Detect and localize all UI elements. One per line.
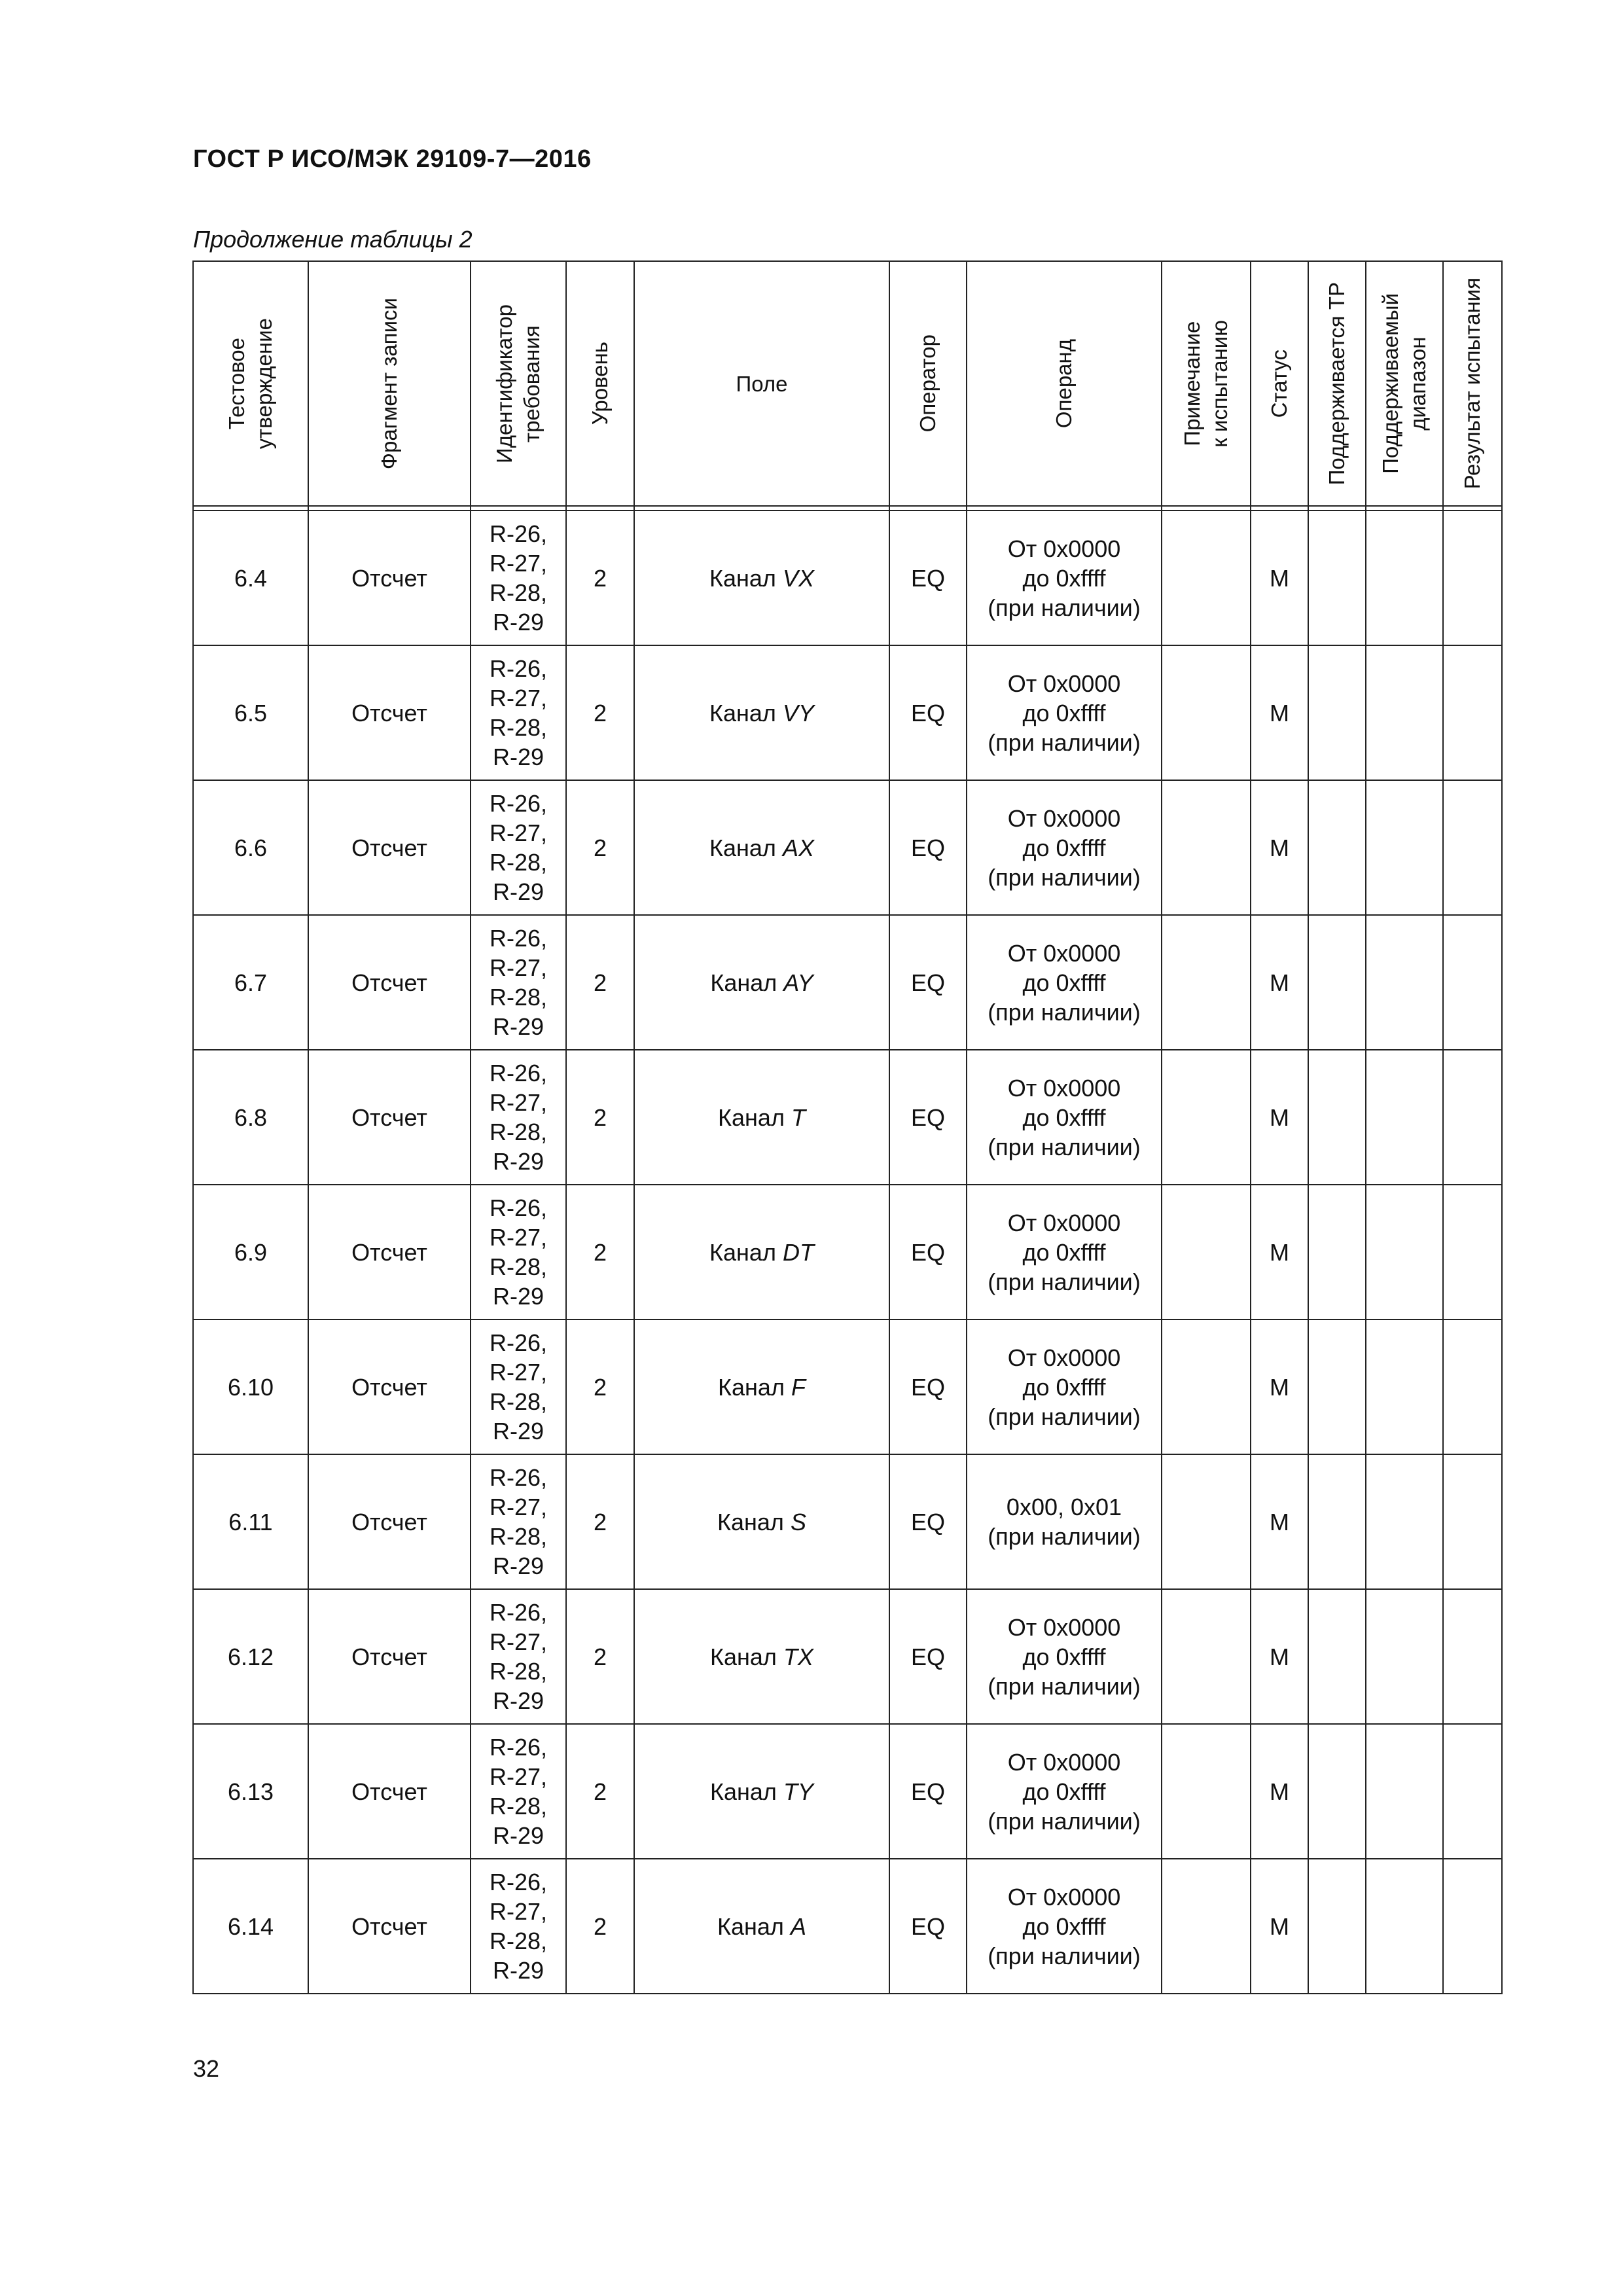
cell-requirement-id <box>471 1724 566 1859</box>
cell-operator <box>889 1454 967 1589</box>
cell-supported <box>1308 511 1366 645</box>
standard-title: ГОСТ Р ИСО/МЭК 29109-7—2016 <box>193 145 592 173</box>
cell-operand-text: 0x00, 0x01 (при наличии) <box>988 1494 1141 1550</box>
cell-operand-text: От 0x0000 до 0xffff (при наличии) <box>988 535 1141 621</box>
cell-test-assertion <box>193 511 308 645</box>
cell-test-assertion <box>193 780 308 915</box>
cell-operand-text: От 0x0000 до 0xffff (при наличии) <box>988 1074 1141 1160</box>
cell-test-result <box>1443 645 1502 780</box>
cell-level <box>566 1185 634 1319</box>
cell-status <box>1251 645 1308 780</box>
cell-operator-text: EQ <box>910 1508 945 1535</box>
cell-supported-range <box>1366 780 1443 915</box>
cell-record-fragment-text: Отсчет <box>351 1373 427 1401</box>
cell-operator <box>889 1724 967 1859</box>
cell-record-fragment-text: Отсчет <box>351 1238 427 1266</box>
cell-status <box>1251 915 1308 1050</box>
header-operand: Операнд <box>967 261 1162 506</box>
cell-field <box>634 1589 889 1724</box>
cell-level <box>566 1589 634 1724</box>
field-name: VY <box>782 699 814 726</box>
cell-operand-text: От 0x0000 до 0xffff (при наличии) <box>988 1209 1141 1295</box>
cell-supported-range <box>1366 915 1443 1050</box>
header-separator <box>193 506 1502 511</box>
cell-level <box>566 780 634 915</box>
cell-field <box>634 1454 889 1589</box>
cell-record-fragment <box>308 1724 471 1859</box>
cell-operator-text: EQ <box>910 1643 945 1670</box>
cell-test-assertion-text: 6.10 <box>227 1373 274 1401</box>
cell-level-text: 2 <box>593 1373 607 1401</box>
field-name: VX <box>782 564 814 592</box>
cell-supported <box>1308 1589 1366 1724</box>
cell-test-assertion-text: 6.14 <box>227 1912 274 1940</box>
cell-level <box>566 1050 634 1185</box>
cell-requirement-id-text: R-26, R-27, R-28, R-29 <box>489 1194 548 1310</box>
field-prefix: Канал <box>709 1238 783 1266</box>
cell-status-text: M <box>1270 1912 1289 1940</box>
table-row <box>193 915 1502 1050</box>
cell-test-assertion-text: 6.13 <box>227 1778 274 1805</box>
cell-level <box>566 511 634 645</box>
cell-test-note <box>1162 1050 1251 1185</box>
cell-operator <box>889 1319 967 1454</box>
header-supported-range: Поддерживаемый диапазон <box>1366 261 1443 506</box>
cell-test-result <box>1443 1050 1502 1185</box>
cell-requirement-id-text: R-26, R-27, R-28, R-29 <box>489 790 548 905</box>
cell-operator <box>889 511 967 645</box>
cell-operand <box>967 1319 1162 1454</box>
header-test-result: Результат испытания <box>1443 261 1502 506</box>
header-status: Статус <box>1251 261 1308 506</box>
cell-requirement-id <box>471 780 566 915</box>
cell-status-text: M <box>1270 1643 1289 1670</box>
cell-record-fragment-text: Отсчет <box>351 699 427 726</box>
field-prefix: Канал <box>710 1643 783 1670</box>
table-row <box>193 1724 1502 1859</box>
header-test-note: Примечание к испытанию <box>1162 261 1251 506</box>
cell-supported <box>1308 1050 1366 1185</box>
cell-operand-text: От 0x0000 до 0xffff (при наличии) <box>988 1883 1141 1969</box>
header-test-assertion: Тестовое утверждение <box>193 261 308 506</box>
cell-requirement-id-text: R-26, R-27, R-28, R-29 <box>489 925 548 1040</box>
cell-status-text: M <box>1270 834 1289 861</box>
cell-supported-range <box>1366 1859 1443 1994</box>
cell-supported <box>1308 1859 1366 1994</box>
cell-record-fragment <box>308 1185 471 1319</box>
cell-level <box>566 645 634 780</box>
header-level: Уровень <box>566 261 634 506</box>
field-prefix: Канал <box>717 1508 791 1535</box>
table-row <box>193 1050 1502 1185</box>
field-prefix: Канал <box>709 564 783 592</box>
cell-test-note <box>1162 915 1251 1050</box>
cell-test-assertion <box>193 1454 308 1589</box>
cell-operand-text: От 0x0000 до 0xffff (при наличии) <box>988 939 1141 1026</box>
cell-operator-text: EQ <box>910 564 945 592</box>
cell-level <box>566 1319 634 1454</box>
cell-test-result <box>1443 1185 1502 1319</box>
header-record-fragment: Фрагмент записи <box>308 261 471 506</box>
cell-requirement-id-text: R-26, R-27, R-28, R-29 <box>489 1869 548 1984</box>
cell-supported <box>1308 780 1366 915</box>
table-row <box>193 1454 1502 1589</box>
cell-level <box>566 915 634 1050</box>
cell-test-assertion-text: 6.5 <box>234 699 268 726</box>
table-header-row <box>193 261 1502 506</box>
cell-test-assertion <box>193 1859 308 1994</box>
cell-status-text: M <box>1270 1778 1289 1805</box>
cell-requirement-id-text: R-26, R-27, R-28, R-29 <box>489 1464 548 1579</box>
cell-test-result <box>1443 1859 1502 1994</box>
cell-test-note <box>1162 645 1251 780</box>
field-prefix: Канал <box>709 834 783 861</box>
field-name: S <box>790 1508 806 1535</box>
header-requirement-id: Идентификатор требования <box>471 261 566 506</box>
cell-test-assertion-text: 6.11 <box>228 1508 273 1535</box>
cell-requirement-id <box>471 511 566 645</box>
cell-operator-text: EQ <box>910 699 945 726</box>
cell-operand-text: От 0x0000 до 0xffff (при наличии) <box>988 1613 1141 1700</box>
cell-operator-text: EQ <box>910 969 945 996</box>
cell-operator-text: EQ <box>910 1912 945 1940</box>
table-caption: Продолжение таблицы 2 <box>193 226 473 253</box>
cell-operator-text: EQ <box>910 1373 945 1401</box>
cell-test-note <box>1162 1859 1251 1994</box>
cell-test-result <box>1443 1319 1502 1454</box>
cell-record-fragment <box>308 915 471 1050</box>
cell-level-text: 2 <box>593 699 607 726</box>
cell-test-assertion-text: 6.8 <box>234 1103 268 1131</box>
cell-test-assertion <box>193 645 308 780</box>
cell-test-result <box>1443 915 1502 1050</box>
cell-operator <box>889 915 967 1050</box>
cell-operand-text: От 0x0000 до 0xffff (при наличии) <box>988 670 1141 756</box>
cell-field <box>634 780 889 915</box>
cell-requirement-id-text: R-26, R-27, R-28, R-29 <box>489 655 548 770</box>
cell-record-fragment <box>308 645 471 780</box>
cell-requirement-id <box>471 645 566 780</box>
cell-operator <box>889 1185 967 1319</box>
cell-requirement-id <box>471 915 566 1050</box>
cell-supported <box>1308 915 1366 1050</box>
cell-field <box>634 511 889 645</box>
cell-level-text: 2 <box>593 1912 607 1940</box>
cell-test-assertion-text: 6.4 <box>234 564 268 592</box>
cell-level <box>566 1724 634 1859</box>
cell-supported <box>1308 1185 1366 1319</box>
cell-operator-text: EQ <box>910 1778 945 1805</box>
cell-record-fragment <box>308 1589 471 1724</box>
cell-test-assertion-text: 6.6 <box>234 834 268 861</box>
cell-test-assertion-text: 6.9 <box>234 1238 268 1266</box>
table-row <box>193 1589 1502 1724</box>
cell-status-text: M <box>1270 1508 1289 1535</box>
cell-test-assertion-text: 6.7 <box>234 969 268 996</box>
table-row <box>193 780 1502 915</box>
cell-requirement-id-text: R-26, R-27, R-28, R-29 <box>489 1329 548 1444</box>
cell-operand <box>967 1859 1162 1994</box>
cell-supported <box>1308 1319 1366 1454</box>
cell-status-text: M <box>1270 1238 1289 1266</box>
field-name: TY <box>783 1778 813 1805</box>
cell-test-note <box>1162 1454 1251 1589</box>
cell-record-fragment-text: Отсчет <box>351 1912 427 1940</box>
field-prefix: Канал <box>710 969 784 996</box>
cell-status <box>1251 1454 1308 1589</box>
cell-field <box>634 1859 889 1994</box>
cell-level-text: 2 <box>593 1778 607 1805</box>
cell-operator <box>889 1050 967 1185</box>
field-name: F <box>791 1373 806 1401</box>
cell-operator <box>889 780 967 915</box>
cell-level-text: 2 <box>593 1238 607 1266</box>
cell-record-fragment <box>308 511 471 645</box>
cell-field <box>634 1050 889 1185</box>
cell-requirement-id <box>471 1050 566 1185</box>
cell-test-assertion-text: 6.12 <box>227 1643 274 1670</box>
cell-supported-range <box>1366 1454 1443 1589</box>
field-prefix: Канал <box>717 1912 791 1940</box>
cell-operator <box>889 1589 967 1724</box>
cell-operator <box>889 645 967 780</box>
cell-operand <box>967 780 1162 915</box>
cell-supported <box>1308 1724 1366 1859</box>
table-row <box>193 1185 1502 1319</box>
cell-operand <box>967 1454 1162 1589</box>
cell-level-text: 2 <box>593 969 607 996</box>
cell-supported-range <box>1366 1724 1443 1859</box>
cell-test-note <box>1162 1319 1251 1454</box>
cell-supported <box>1308 645 1366 780</box>
cell-supported-range <box>1366 1319 1443 1454</box>
cell-status <box>1251 1589 1308 1724</box>
cell-operator-text: EQ <box>910 1103 945 1131</box>
cell-status <box>1251 1859 1308 1994</box>
cell-test-note <box>1162 1185 1251 1319</box>
cell-status-text: M <box>1270 969 1289 996</box>
cell-status <box>1251 1050 1308 1185</box>
cell-field <box>634 1185 889 1319</box>
table-row <box>193 1319 1502 1454</box>
cell-status <box>1251 780 1308 915</box>
cell-level-text: 2 <box>593 1508 607 1535</box>
cell-record-fragment-text: Отсчет <box>351 1103 427 1131</box>
cell-requirement-id <box>471 1185 566 1319</box>
cell-status <box>1251 1724 1308 1859</box>
cell-requirement-id <box>471 1589 566 1724</box>
header-supported: Поддерживается ТР <box>1308 261 1366 506</box>
cell-supported-range <box>1366 1185 1443 1319</box>
conformance-table <box>192 260 1503 1994</box>
cell-field <box>634 1724 889 1859</box>
field-name: AY <box>783 969 813 996</box>
cell-record-fragment <box>308 1859 471 1994</box>
cell-test-assertion <box>193 1589 308 1724</box>
cell-record-fragment <box>308 1319 471 1454</box>
field-prefix: Канал <box>710 1778 783 1805</box>
cell-test-note <box>1162 780 1251 915</box>
table-row <box>193 645 1502 780</box>
cell-operator <box>889 1859 967 1994</box>
cell-test-assertion <box>193 1724 308 1859</box>
cell-field <box>634 915 889 1050</box>
cell-record-fragment <box>308 780 471 915</box>
cell-operand-text: От 0x0000 до 0xffff (при наличии) <box>988 804 1141 891</box>
cell-supported-range <box>1366 1589 1443 1724</box>
cell-record-fragment-text: Отсчет <box>351 1643 427 1670</box>
field-prefix: Канал <box>718 1373 791 1401</box>
cell-record-fragment-text: Отсчет <box>351 1508 427 1535</box>
cell-level <box>566 1454 634 1589</box>
cell-operand <box>967 1589 1162 1724</box>
cell-operand-text: От 0x0000 до 0xffff (при наличии) <box>988 1748 1141 1835</box>
cell-operand <box>967 511 1162 645</box>
cell-test-assertion <box>193 1319 308 1454</box>
cell-level-text: 2 <box>593 564 607 592</box>
cell-requirement-id <box>471 1319 566 1454</box>
cell-status-text: M <box>1270 699 1289 726</box>
cell-operand <box>967 1050 1162 1185</box>
cell-status <box>1251 1185 1308 1319</box>
field-name: A <box>790 1912 806 1940</box>
cell-record-fragment-text: Отсчет <box>351 969 427 996</box>
cell-requirement-id-text: R-26, R-27, R-28, R-29 <box>489 1734 548 1849</box>
cell-operator-text: EQ <box>910 834 945 861</box>
cell-status <box>1251 1319 1308 1454</box>
cell-record-fragment <box>308 1050 471 1185</box>
cell-operand <box>967 1724 1162 1859</box>
cell-operand <box>967 645 1162 780</box>
cell-level <box>566 1859 634 1994</box>
cell-level-text: 2 <box>593 834 607 861</box>
table-row <box>193 1859 1502 1994</box>
field-name: TX <box>783 1643 813 1670</box>
cell-status-text: M <box>1270 1103 1289 1131</box>
header-operator: Оператор <box>889 261 967 506</box>
cell-supported-range <box>1366 645 1443 780</box>
cell-test-result <box>1443 511 1502 645</box>
cell-requirement-id-text: R-26, R-27, R-28, R-29 <box>489 1599 548 1714</box>
cell-requirement-id <box>471 1859 566 1994</box>
field-name: DT <box>782 1238 814 1266</box>
cell-record-fragment-text: Отсчет <box>351 1778 427 1805</box>
cell-requirement-id-text: R-26, R-27, R-28, R-29 <box>489 520 548 636</box>
cell-test-result <box>1443 1589 1502 1724</box>
field-name: T <box>791 1103 806 1131</box>
cell-operand <box>967 915 1162 1050</box>
cell-test-note <box>1162 511 1251 645</box>
cell-supported-range <box>1366 1050 1443 1185</box>
cell-supported-range <box>1366 511 1443 645</box>
cell-test-result <box>1443 1454 1502 1589</box>
page-number: 32 <box>193 2055 220 2082</box>
table-row <box>193 511 1502 645</box>
cell-requirement-id-text: R-26, R-27, R-28, R-29 <box>489 1060 548 1175</box>
cell-record-fragment-text: Отсчет <box>351 834 427 861</box>
field-prefix: Канал <box>718 1103 791 1131</box>
cell-operand-text: От 0x0000 до 0xffff (при наличии) <box>988 1344 1141 1430</box>
cell-test-assertion <box>193 1050 308 1185</box>
cell-operand <box>967 1185 1162 1319</box>
cell-field <box>634 645 889 780</box>
cell-status-text: M <box>1270 564 1289 592</box>
cell-supported <box>1308 1454 1366 1589</box>
cell-test-note <box>1162 1589 1251 1724</box>
header-field: Поле <box>634 261 889 506</box>
field-name: AX <box>782 834 814 861</box>
cell-test-assertion <box>193 915 308 1050</box>
cell-record-fragment-text: Отсчет <box>351 564 427 592</box>
cell-requirement-id <box>471 1454 566 1589</box>
cell-record-fragment <box>308 1454 471 1589</box>
cell-status <box>1251 511 1308 645</box>
cell-level-text: 2 <box>593 1103 607 1131</box>
cell-level-text: 2 <box>593 1643 607 1670</box>
cell-test-assertion <box>193 1185 308 1319</box>
cell-field <box>634 1319 889 1454</box>
cell-test-result <box>1443 780 1502 915</box>
cell-status-text: M <box>1270 1373 1289 1401</box>
field-prefix: Канал <box>709 699 783 726</box>
cell-test-result <box>1443 1724 1502 1859</box>
cell-operator-text: EQ <box>910 1238 945 1266</box>
cell-test-note <box>1162 1724 1251 1859</box>
